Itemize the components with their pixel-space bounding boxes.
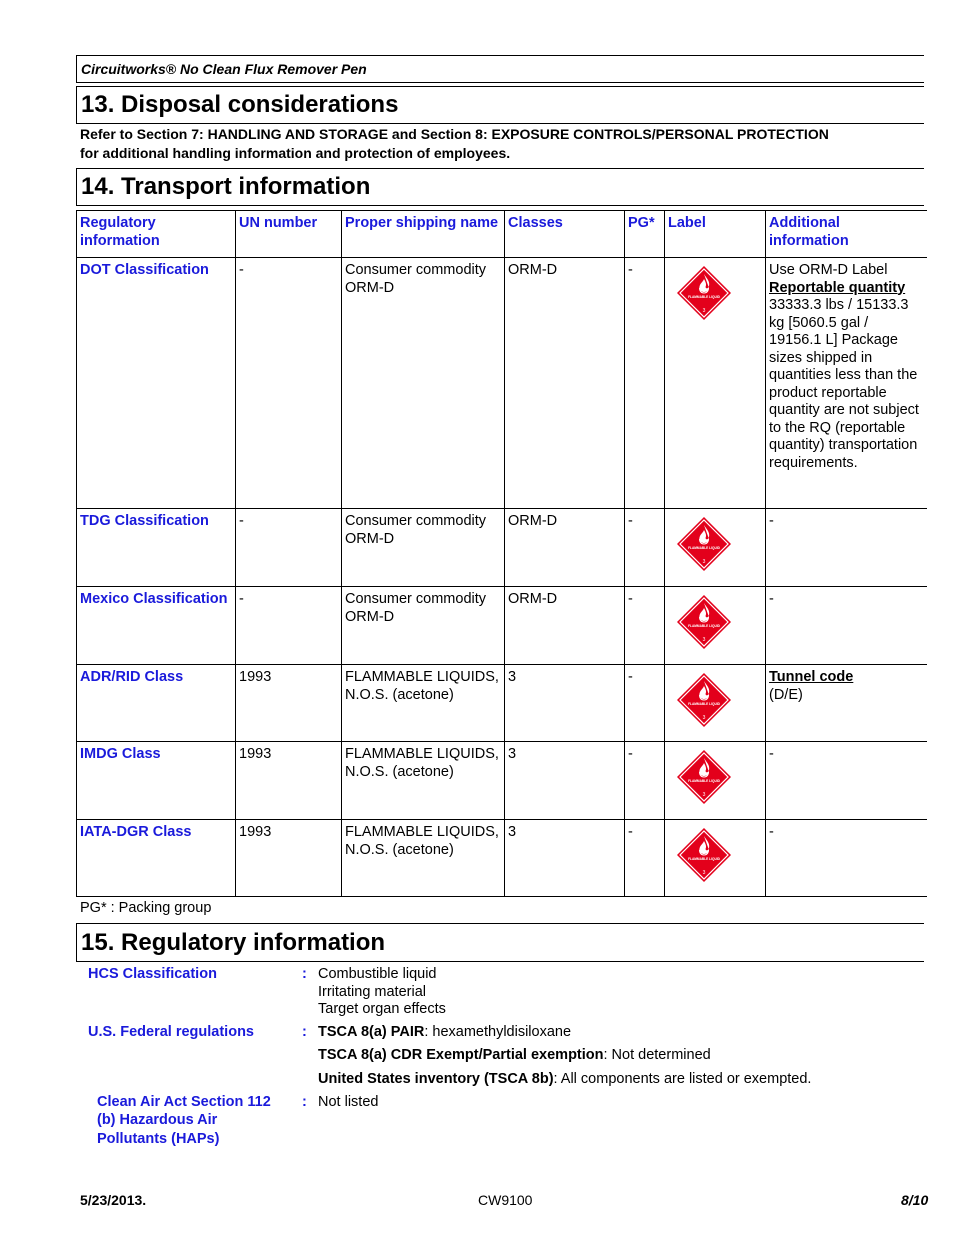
clean-air-act-value: Not listed (318, 1094, 379, 1110)
packing-group-note: PG* : Packing group (80, 900, 212, 916)
label-number: 3 (702, 637, 706, 643)
section-13-title: 13. Disposal considerations (81, 91, 399, 118)
column-header: Additional information (766, 211, 927, 258)
federal-item (318, 1071, 811, 1089)
additional-info-detail: (D/E) (769, 686, 803, 703)
section-14-title: 14. Transport information (81, 173, 371, 200)
colon-separator: : (302, 1024, 307, 1040)
footer-date: 5/23/2013. (80, 1192, 147, 1208)
transport-table (76, 210, 927, 897)
hazard-class: ORM-D (505, 509, 625, 587)
additional-information (766, 258, 927, 509)
table-row (77, 820, 927, 897)
table-row (77, 509, 927, 587)
hazard-class: ORM-D (505, 587, 625, 665)
federal-item-value: : hexamethyldisiloxane (424, 1024, 572, 1040)
label-text: FLAMMABLE LIQUID (688, 624, 720, 628)
additional-info-text: - (769, 513, 774, 529)
product-name: Circuitworks® No Clean Flux Remover Pen (81, 61, 367, 77)
label-text: FLAMMABLE LIQUID (688, 702, 720, 706)
flammable-liquid-diamond-icon (676, 516, 732, 572)
column-header: Proper shipping name (342, 211, 505, 258)
additional-information (766, 665, 927, 742)
additional-info-heading: Reportable quantity (769, 279, 906, 296)
label-number: 3 (702, 559, 706, 565)
additional-info-text: Use ORM-D Label (769, 262, 888, 278)
un-number: - (236, 258, 342, 509)
label-text: FLAMMABLE LIQUID (688, 546, 720, 550)
section-13-note-line2: for additional handling information and protection of employees. (80, 145, 511, 161)
additional-information (766, 587, 927, 665)
label-text: FLAMMABLE LIQUID (688, 295, 720, 299)
hazard-label-cell (665, 820, 766, 897)
product-header (76, 55, 924, 83)
label-text: FLAMMABLE LIQUID (688, 779, 720, 783)
federal-item (318, 1024, 571, 1042)
proper-shipping-name: FLAMMABLE LIQUIDS, N.O.S. (acetone) (342, 742, 505, 820)
section-13-heading (76, 86, 924, 124)
federal-item (318, 1047, 711, 1065)
proper-shipping-name: Consumer commodity ORM-D (342, 258, 505, 509)
federal-regulations-label: U.S. Federal regulations (88, 1024, 254, 1040)
additional-information (766, 509, 927, 587)
footer-page: 8/10 (901, 1192, 929, 1208)
federal-item-key: TSCA 8(a) PAIR (318, 1024, 425, 1040)
table-header-row (77, 211, 927, 258)
section-15-heading (76, 923, 924, 962)
regulation-name: IMDG Class (77, 742, 236, 820)
additional-info-heading: Tunnel code (769, 669, 854, 685)
table-row (77, 742, 927, 820)
un-number: - (236, 587, 342, 665)
hazard-class: 3 (505, 820, 625, 897)
hazard-label-cell (665, 742, 766, 820)
packing-group: - (625, 742, 665, 820)
section-14-heading (76, 168, 924, 206)
additional-info-text: - (769, 824, 774, 840)
clean-air-act-label-line: Pollutants (HAPs) (97, 1131, 220, 1147)
hazard-label-cell (665, 665, 766, 742)
column-header: Label (665, 211, 766, 258)
un-number: - (236, 509, 342, 587)
proper-shipping-name: FLAMMABLE LIQUIDS, N.O.S. (acetone) (342, 820, 505, 897)
proper-shipping-name: FLAMMABLE LIQUIDS, N.O.S. (acetone) (342, 665, 505, 742)
hcs-value: Target organ effects (318, 1001, 446, 1017)
regulation-name: ADR/RID Class (77, 665, 236, 742)
additional-info-detail: 33333.3 lbs / 15133.3 kg [5060.5 gal / 19156.1 L] Package sizes shipped in quantities less than the product reportable quantity are not subject to the RQ (reportable quantity) transportation requirements. (769, 297, 919, 471)
packing-group: - (625, 509, 665, 587)
un-number: 1993 (236, 820, 342, 897)
section-15-title: 15. Regulatory information (81, 929, 386, 956)
label-text: FLAMMABLE LIQUID (688, 857, 720, 861)
packing-group: - (625, 587, 665, 665)
flammable-liquid-diamond-icon (676, 265, 732, 321)
federal-item-value: : All components are listed or exempted. (553, 1071, 812, 1087)
hazard-class: 3 (505, 742, 625, 820)
federal-item-value: : Not determined (603, 1047, 711, 1063)
regulation-name: IATA-DGR Class (77, 820, 236, 897)
table-row (77, 587, 927, 665)
un-number: 1993 (236, 665, 342, 742)
column-header: Classes (505, 211, 625, 258)
column-header: PG* (625, 211, 665, 258)
label-number: 3 (702, 715, 706, 721)
regulation-name: Mexico Classification (77, 587, 236, 665)
regulation-name: TDG Classification (77, 509, 236, 587)
additional-information (766, 820, 927, 897)
additional-info-text: - (769, 746, 774, 762)
proper-shipping-name: Consumer commodity ORM-D (342, 587, 505, 665)
federal-item-key: TSCA 8(a) CDR Exempt/Partial exemption (318, 1047, 604, 1063)
packing-group: - (625, 820, 665, 897)
additional-info-text: - (769, 591, 774, 607)
label-number: 3 (702, 870, 706, 876)
packing-group: - (625, 258, 665, 509)
additional-information (766, 742, 927, 820)
footer-code: CW9100 (478, 1192, 533, 1208)
column-header: Regulatory information (77, 211, 236, 258)
colon-separator: : (302, 1094, 307, 1110)
flammable-liquid-diamond-icon (676, 827, 732, 883)
hazard-class: 3 (505, 665, 625, 742)
hcs-value: Irritating material (318, 984, 426, 1000)
flammable-liquid-diamond-icon (676, 594, 732, 650)
hcs-value: Combustible liquid (318, 966, 437, 982)
un-number: 1993 (236, 742, 342, 820)
label-number: 3 (702, 792, 706, 798)
flammable-liquid-diamond-icon (676, 749, 732, 805)
section-13-note-line1: Refer to Section 7: HANDLING AND STORAGE and Section 8: EXPOSURE CONTROLS/PERSONAL PROTECTION (80, 126, 829, 142)
hazard-label-cell (665, 587, 766, 665)
column-header: UN number (236, 211, 342, 258)
regulation-name: DOT Classification (77, 258, 236, 509)
hcs-classification-label: HCS Classification (88, 966, 217, 982)
colon-separator: : (302, 966, 307, 982)
flammable-liquid-diamond-icon (676, 672, 732, 728)
table-row (77, 665, 927, 742)
clean-air-act-label-line: Clean Air Act Section 112 (97, 1094, 271, 1110)
table-row (77, 258, 927, 509)
hazard-class: ORM-D (505, 258, 625, 509)
federal-item-key: United States inventory (TSCA 8b) (318, 1071, 554, 1087)
hazard-label-cell (665, 258, 766, 509)
label-number: 3 (702, 308, 706, 314)
clean-air-act-label-line: (b) Hazardous Air (97, 1112, 218, 1128)
hazard-label-cell (665, 509, 766, 587)
proper-shipping-name: Consumer commodity ORM-D (342, 509, 505, 587)
packing-group: - (625, 665, 665, 742)
